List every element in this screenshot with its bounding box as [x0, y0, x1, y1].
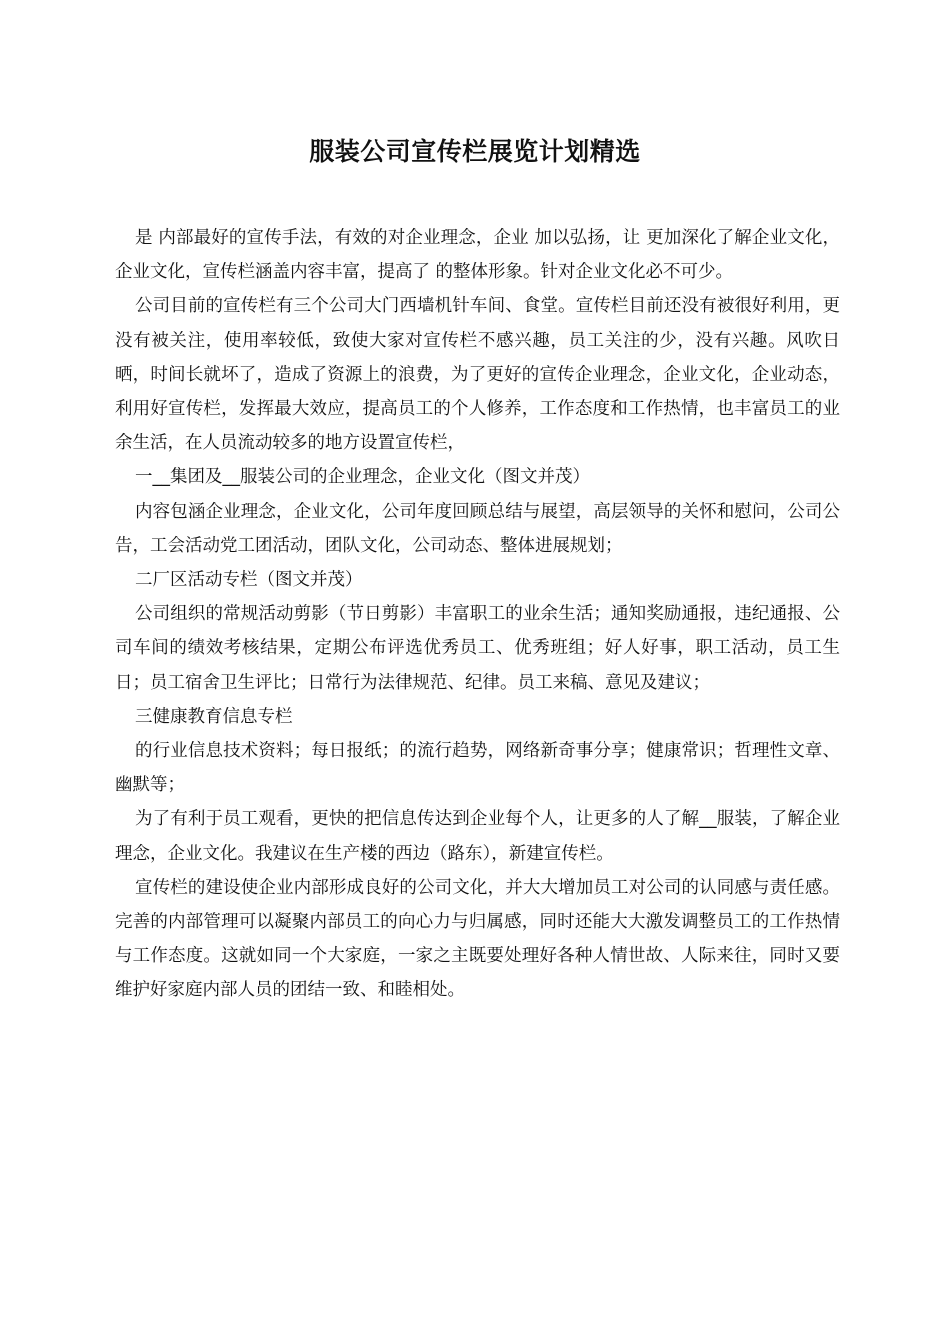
- paragraph-proposal: 为了有利于员工观看，更快的把信息传达到企业每个人，让更多的人了解__服装，了解企业理念，企业文化。我建议在生产楼的西边（路东），新建宣传栏。: [115, 809, 840, 864]
- paragraph-intro: 是 内部最好的宣传手法，有效的对企业理念，企业 加以弘扬，让 更加深化了解企业文化，企业文化，宣传栏涵盖内容丰富，提高了 的整体形象。针对企业文化必不可少。: [115, 228, 840, 283]
- document-title: 服装公司宣传栏展览计划精选: [309, 137, 641, 166]
- paragraph-conclusion: 宣传栏的建设使企业内部形成良好的公司文化，并大大增加员工对公司的认同感与责任感。完善的内部管理可以凝聚内部员工的向心力与归属感，同时还能大大激发调整员工的工作热情与工作态度。这就如同一个大家庭，一家之主既要处理好各种人情世故、人际来往，同时又要维护好家庭内部人员的团结一致、和睦相处。: [115, 877, 840, 1001]
- paragraph-section-3-content: 的行业信息技术资料；每日报纸；的流行趋势，网络新奇事分享；健康常识；哲理性文章、幽默等；: [115, 741, 840, 796]
- section-heading-3: 三健康教育信息专栏: [135, 706, 293, 727]
- paragraph-section-1-content: 内容包涵企业理念，企业文化，公司年度回顾总结与展望，高层领导的关怀和慰问，公司公告，工会活动党工团活动，团队文化，公司动态、整体进展规划；: [115, 501, 840, 556]
- paragraph-section-2-content: 公司组织的常规活动剪影（节日剪影）丰富职工的业余生活；通知奖励通报，违纪通报、公司车间的绩效考核结果，定期公布评选优秀员工、优秀班组；好人好事，职工活动，员工生日；员工宿舍卫生评比；日常行为法律规范、纪律。员工来稿、意见及建议；: [115, 604, 840, 693]
- paragraph-current-status: 公司目前的宣传栏有三个公司大门西墙机针车间、食堂。宣传栏目前还没有被很好利用，更没有被关注，使用率较低，致使大家对宣传栏不感兴趣，员工关注的少，没有兴趣。风吹日晒，时间长就坏了，造成了资源上的浪费，为了更好的宣传企业理念，企业文化，企业动态，利用好宣传栏，发挥最大效应，提高员工的个人修养，工作态度和工作热情，也丰富员工的业余生活，在人员流动较多的地方设置宣传栏，: [115, 296, 840, 454]
- document-body: [115, 221, 840, 1008]
- section-heading-1: 一__集团及__服装公司的企业理念，企业文化（图文并茂）: [135, 467, 590, 488]
- section-heading-2: 二厂区活动专栏（图文并茂）: [135, 570, 363, 591]
